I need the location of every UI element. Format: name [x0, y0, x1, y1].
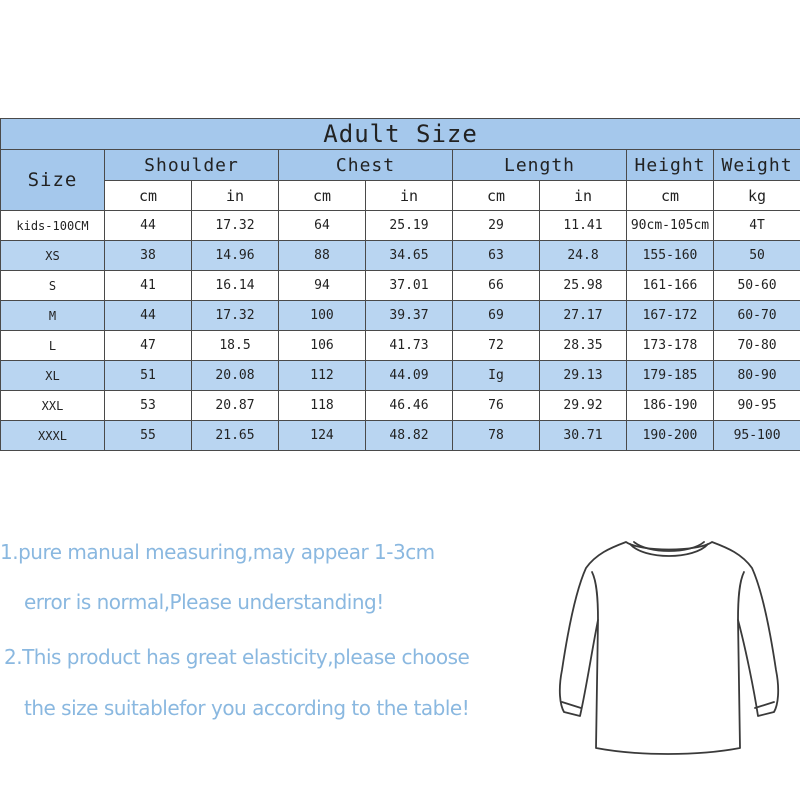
- unit-header: in: [366, 181, 453, 211]
- table-title: Adult Size: [1, 119, 800, 150]
- table-cell: 21.65: [192, 421, 279, 451]
- table-cell: 69: [453, 301, 540, 331]
- size-column-header: Size: [1, 150, 105, 211]
- table-cell: 72: [453, 331, 540, 361]
- unit-header: in: [540, 181, 627, 211]
- unit-header: cm: [105, 181, 192, 211]
- table-cell: 29.92: [540, 391, 627, 421]
- table-cell: 155-160: [627, 241, 714, 271]
- size-chart-table: [0, 118, 800, 451]
- weight-header: Weight: [714, 150, 800, 181]
- table-cell: 90-95: [714, 391, 800, 421]
- note-line: 2.This product has great elasticity,please choose: [4, 645, 470, 669]
- table-cell: 106: [279, 331, 366, 361]
- table-row: [1, 271, 800, 301]
- table-cell: 41.73: [366, 331, 453, 361]
- table-cell: Ig: [453, 361, 540, 391]
- table-cell: 18.5: [192, 331, 279, 361]
- table-cell: 11.41: [540, 211, 627, 241]
- table-cell: 25.19: [366, 211, 453, 241]
- table-cell: 37.01: [366, 271, 453, 301]
- table-row: [1, 391, 800, 421]
- table-cell: 80-90: [714, 361, 800, 391]
- table-cell: 28.35: [540, 331, 627, 361]
- unit-header: cm: [279, 181, 366, 211]
- table-cell: 90cm-105cm: [627, 211, 714, 241]
- size-label-cell: XXXL: [1, 421, 105, 451]
- table-cell: 167-172: [627, 301, 714, 331]
- table-cell: 70-80: [714, 331, 800, 361]
- table-cell: 20.87: [192, 391, 279, 421]
- table-cell: 76: [453, 391, 540, 421]
- unit-header: cm: [627, 181, 714, 211]
- table-cell: 39.37: [366, 301, 453, 331]
- size-label-cell: XXL: [1, 391, 105, 421]
- note-line: 1.pure manual measuring,may appear 1-3cm: [0, 540, 435, 564]
- unit-header: cm: [453, 181, 540, 211]
- table-cell: 60-70: [714, 301, 800, 331]
- table-cell: 46.46: [366, 391, 453, 421]
- unit-header: in: [192, 181, 279, 211]
- unit-header: kg: [714, 181, 800, 211]
- size-label-cell: M: [1, 301, 105, 331]
- table-cell: 95-100: [714, 421, 800, 451]
- table-cell: 30.71: [540, 421, 627, 451]
- table-cell: 124: [279, 421, 366, 451]
- table-cell: 34.65: [366, 241, 453, 271]
- table-cell: 27.17: [540, 301, 627, 331]
- note-line: error is normal,Please understanding!: [24, 590, 384, 614]
- table-cell: 100: [279, 301, 366, 331]
- table-cell: 20.08: [192, 361, 279, 391]
- table-cell: 47: [105, 331, 192, 361]
- size-label-cell: S: [1, 271, 105, 301]
- table-cell: 17.32: [192, 301, 279, 331]
- table-row: [1, 211, 800, 241]
- table-cell: 53: [105, 391, 192, 421]
- table-cell: 24.8: [540, 241, 627, 271]
- table-cell: 118: [279, 391, 366, 421]
- table-row: [1, 331, 800, 361]
- table-row: [1, 421, 800, 451]
- table-cell: 66: [453, 271, 540, 301]
- long-sleeve-shirt-icon: [548, 520, 788, 760]
- size-label-cell: XL: [1, 361, 105, 391]
- table-row: [1, 361, 800, 391]
- table-cell: 173-178: [627, 331, 714, 361]
- table-cell: 14.96: [192, 241, 279, 271]
- chest-header: Chest: [279, 150, 453, 181]
- table-cell: 41: [105, 271, 192, 301]
- table-cell: 88: [279, 241, 366, 271]
- table-cell: 44.09: [366, 361, 453, 391]
- table-cell: 44: [105, 211, 192, 241]
- table-cell: 29: [453, 211, 540, 241]
- table-cell: 44: [105, 301, 192, 331]
- table-cell: 190-200: [627, 421, 714, 451]
- table-body: [1, 211, 800, 451]
- size-label-cell: L: [1, 331, 105, 361]
- table-cell: 55: [105, 421, 192, 451]
- table-cell: 94: [279, 271, 366, 301]
- shoulder-header: Shoulder: [105, 150, 279, 181]
- table-cell: 64: [279, 211, 366, 241]
- table-cell: 17.32: [192, 211, 279, 241]
- table-cell: 25.98: [540, 271, 627, 301]
- table-row: [1, 241, 800, 271]
- table-cell: 50: [714, 241, 800, 271]
- table-cell: 112: [279, 361, 366, 391]
- table-cell: 51: [105, 361, 192, 391]
- table-cell: 4T: [714, 211, 800, 241]
- note-line: the size suitablefor you according to the table!: [24, 696, 470, 720]
- table-cell: 16.14: [192, 271, 279, 301]
- table-cell: 78: [453, 421, 540, 451]
- table-cell: 50-60: [714, 271, 800, 301]
- table-cell: 179-185: [627, 361, 714, 391]
- size-label-cell: XS: [1, 241, 105, 271]
- table-cell: 161-166: [627, 271, 714, 301]
- table-cell: 186-190: [627, 391, 714, 421]
- table-cell: 48.82: [366, 421, 453, 451]
- table-cell: 29.13: [540, 361, 627, 391]
- table-row: [1, 301, 800, 331]
- table-cell: 38: [105, 241, 192, 271]
- size-label-cell: kids-100CM: [1, 211, 105, 241]
- height-header: Height: [627, 150, 714, 181]
- table-cell: 63: [453, 241, 540, 271]
- length-header: Length: [453, 150, 627, 181]
